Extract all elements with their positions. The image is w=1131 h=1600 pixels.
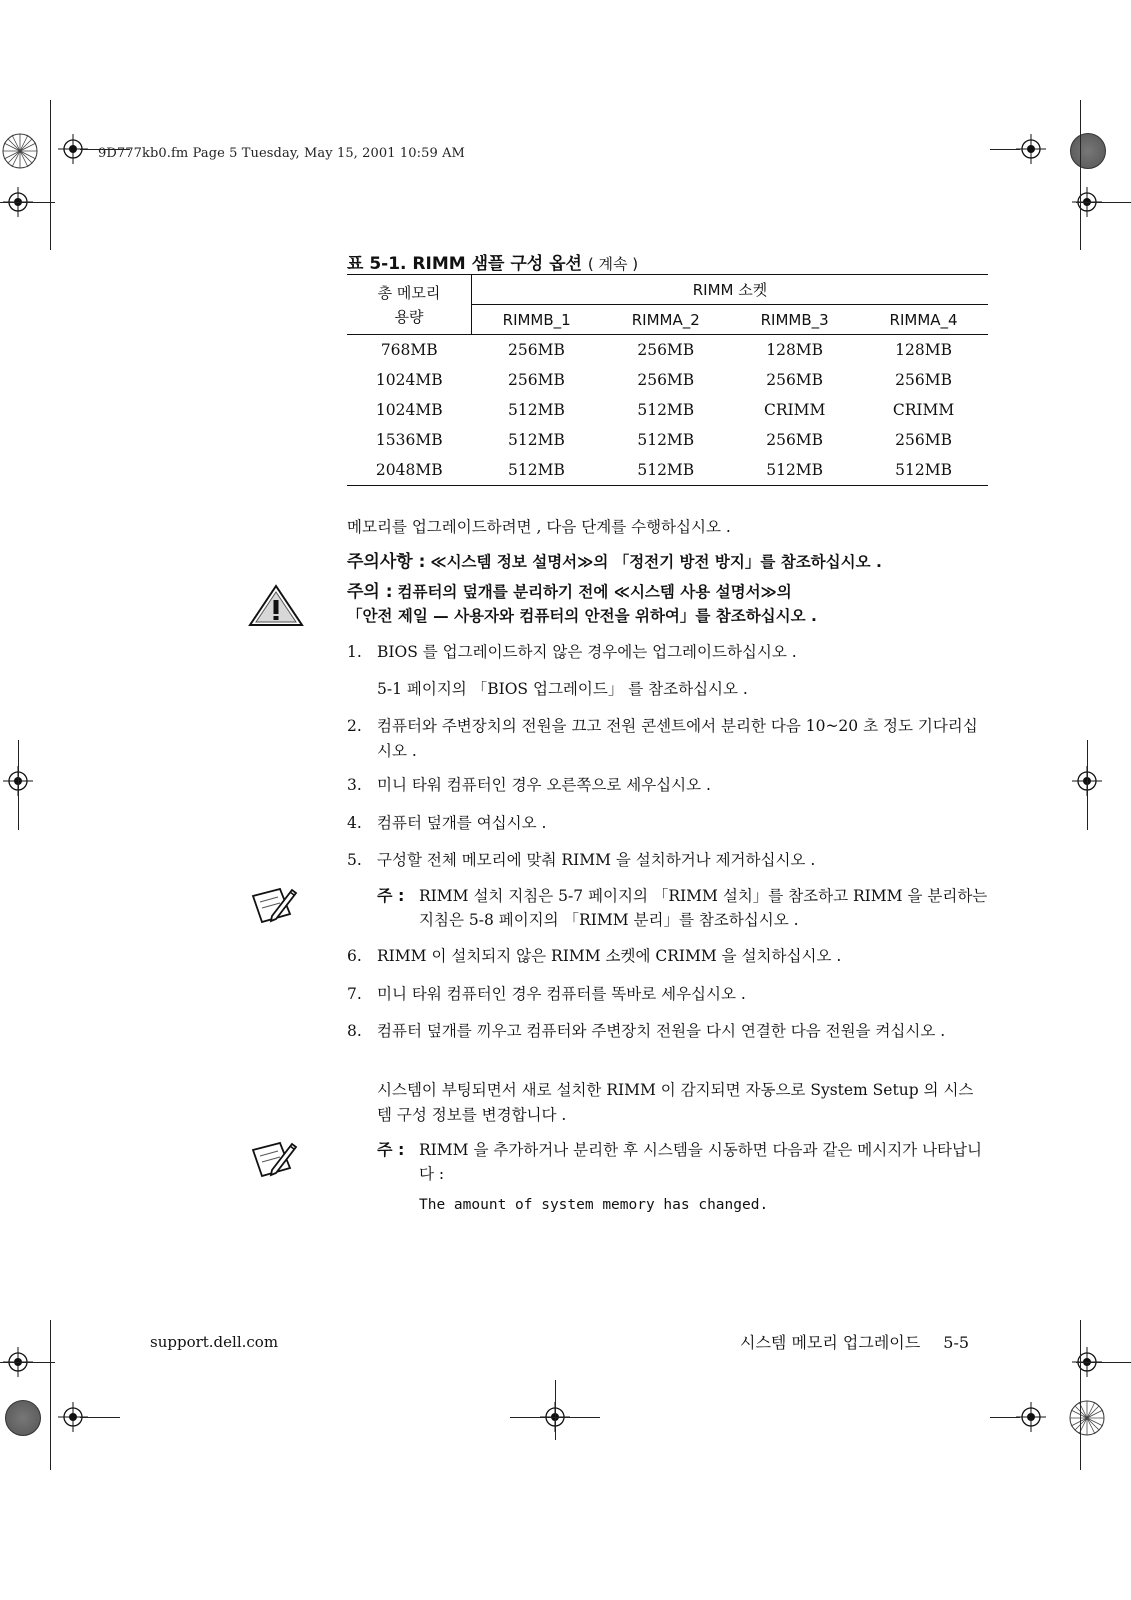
table-cell: 1024MB — [375, 371, 443, 389]
table-cell: 512MB — [508, 431, 565, 449]
table-cell: 1024MB — [375, 401, 443, 419]
step-number: 8. — [347, 1022, 362, 1040]
registration-disc-icon — [5, 1400, 41, 1436]
note-pencil-icon — [250, 884, 298, 926]
crosshair-icon — [1016, 134, 1046, 164]
system-message-code: The amount of system memory has changed. — [419, 1197, 769, 1213]
header-socket: RIMMB_1 — [472, 305, 602, 335]
table-cell: 256MB — [637, 341, 695, 359]
table-cell: 256MB — [508, 371, 565, 389]
header-rimm-socket: RIMM 소켓 — [472, 275, 989, 305]
caption-continued: ( 계속 ) — [587, 255, 639, 273]
table-cell: 512MB — [637, 401, 695, 419]
caution-label: 주의 : — [347, 582, 393, 602]
table-cell: 256MB — [508, 341, 565, 359]
table-cell: 1536MB — [375, 431, 443, 449]
step-text: 미니 타워 컴퓨터인 경우 오른쪽으로 세우십시오 . — [377, 776, 711, 794]
rimm-config-table — [347, 274, 988, 486]
footer-section-title: 시스템 메모리 업그레이드 — [740, 1333, 921, 1352]
table-cell: 512MB — [859, 455, 988, 486]
step-1-reference: 5-1 페이지의 「BIOS 업그레이드」 를 참조하십시오 . — [377, 680, 748, 698]
note-text: RIMM 설치 지침은 5-7 페이지의 「RIMM 설치」를 참조하고 RIMM 을 분리하는 지침은 5-8 페이지의 「RIMM 분리」를 참조하십시오 . — [419, 887, 988, 929]
note-label: 주 : — [377, 886, 405, 905]
warning-triangle-icon — [247, 583, 305, 629]
table-cell: CRIMM — [763, 401, 826, 419]
table-cell: 512MB — [730, 455, 859, 486]
table-cell: 512MB — [637, 431, 695, 449]
note-text: RIMM 을 추가하거나 분리한 후 시스템을 시동하면 다음과 같은 메시지가 나타납니다 : — [419, 1141, 982, 1183]
header-socket: RIMMA_4 — [859, 305, 988, 335]
notice-label: 주의사항 : — [347, 552, 426, 572]
table-cell: 256MB — [766, 431, 824, 449]
notice-text: ≪시스템 정보 설명서≫의 「정전기 방전 방지」를 참조하십시오 . — [430, 553, 882, 571]
table-row — [347, 335, 988, 366]
step-text: 컴퓨터 덮개를 여십시오 . — [377, 814, 547, 832]
table-cell: 512MB — [601, 455, 730, 486]
step-text: 컴퓨터 덮개를 끼우고 컴퓨터와 주변장치 전원을 다시 연결한 다음 전원을 켜십시오 . — [377, 1022, 946, 1040]
table-row — [347, 365, 988, 395]
header-socket: RIMMA_2 — [601, 305, 730, 335]
registration-disc-icon — [1070, 133, 1106, 169]
step-text: 미니 타워 컴퓨터인 경우 컴퓨터를 똑바로 세우십시오 . — [377, 985, 746, 1003]
notice — [347, 550, 1007, 574]
step-number: 4. — [347, 814, 362, 832]
step-number: 5. — [347, 851, 362, 869]
table-cell: 128MB — [766, 341, 824, 359]
footer-section — [740, 1330, 969, 1353]
caution-text-2: 「안전 제일 — 사용자와 컴퓨터의 안전을 위하여」를 참조하십시오 . — [347, 607, 817, 625]
step-number: 2. — [347, 717, 362, 735]
caption-title: 표 5-1. RIMM 샘플 구성 옵션 — [347, 254, 582, 274]
header-total-memory: 총 메모리 용량 — [347, 275, 472, 335]
step-number: 3. — [347, 776, 362, 794]
footer-url: support.dell.com — [150, 1333, 279, 1351]
table-cell: 128MB — [895, 341, 952, 359]
table-cell: 256MB — [895, 371, 952, 389]
table-cell: 2048MB — [347, 455, 472, 486]
caution-line-1 — [347, 580, 1007, 604]
registration-sunburst-icon — [1069, 1400, 1105, 1436]
page-number: 5-5 — [943, 1333, 970, 1352]
table-header-row — [347, 275, 988, 305]
table-cell: 256MB — [637, 371, 695, 389]
table-cell: 256MB — [895, 431, 952, 449]
table-row — [347, 425, 988, 455]
note-pencil-icon — [250, 1138, 298, 1180]
step-text: BIOS 를 업그레이드하지 않은 경우에는 업그레이드하십시오 . — [377, 643, 797, 661]
table-cell: 768MB — [380, 341, 438, 359]
step-number: 6. — [347, 947, 362, 965]
step-text: 컴퓨터와 주변장치의 전원을 끄고 전원 콘센트에서 분리한 다음 10~20 초 정도 기다리십시오 . — [377, 717, 978, 760]
step-text: 구성할 전체 메모리에 맞춰 RIMM 을 설치하거나 제거하십시오 . — [377, 851, 816, 869]
registration-sunburst-icon — [2, 133, 38, 169]
intro-text: 메모리를 업그레이드하려면 , 다음 단계를 수행하십시오 . — [347, 518, 731, 536]
header-socket: RIMMB_3 — [730, 305, 859, 335]
note-memory-message — [377, 1138, 997, 1186]
caution — [347, 580, 1007, 628]
file-slug: 9D777kb0.fm Page 5 Tuesday, May 15, 2001 10:59 AM — [98, 146, 465, 161]
note-label: 주 : — [377, 1140, 405, 1159]
table-cell: CRIMM — [892, 401, 955, 419]
step-text: RIMM 이 설치되지 않은 RIMM 소켓에 CRIMM 을 설치하십시오 . — [377, 947, 842, 965]
caution-text-1: 컴퓨터의 덮개를 분리하기 전에 ≪시스템 사용 설명서≫의 — [397, 583, 792, 601]
note-rimm-guides — [377, 884, 997, 932]
table-cell: 512MB — [508, 401, 565, 419]
table-row — [347, 395, 988, 425]
table-cell: 512MB — [472, 455, 602, 486]
table-caption — [347, 249, 638, 274]
step-number: 1. — [347, 643, 362, 661]
step-8-detail: 시스템이 부팅되면서 새로 설치한 RIMM 이 감지되면 자동으로 System Setup 의 시스템 구성 정보를 변경합니다 . — [377, 1081, 974, 1124]
table-row — [347, 455, 988, 486]
table-cell: 256MB — [766, 371, 824, 389]
step-number: 7. — [347, 985, 362, 1003]
crosshair-icon — [1016, 1402, 1046, 1432]
